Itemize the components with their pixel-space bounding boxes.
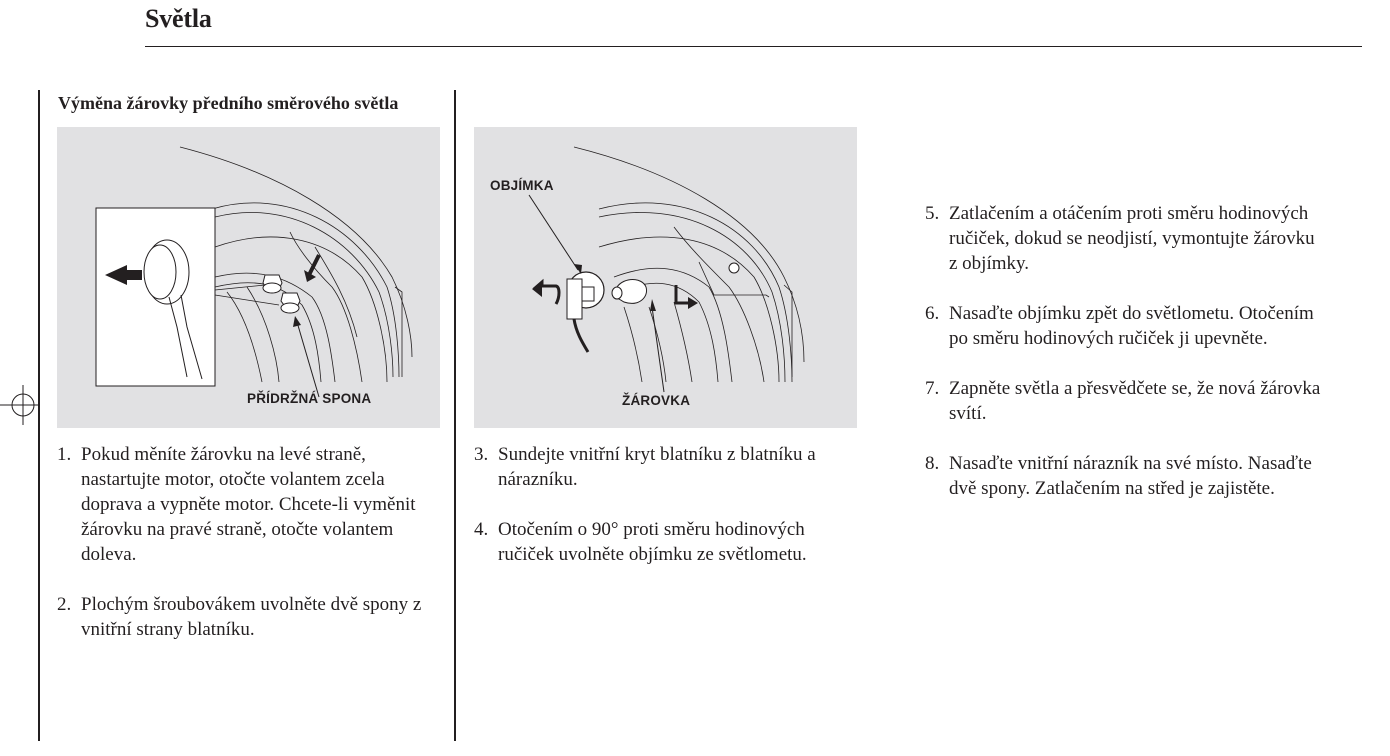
callout-socket: OBJÍMKA: [490, 178, 554, 193]
column-divider: [454, 90, 456, 741]
steps-list-column-3: [925, 201, 1325, 526]
step-item: [925, 301, 1325, 351]
step-text: Pokud měníte žárovku na levé straně, nastartujte motor, otočte volantem zcela doprava a vypněte motor. Chcete-li vyměnit žárovku na pravé straně, otočte volantem doleva.: [81, 444, 416, 565]
step-item: [57, 442, 437, 567]
step-number: 2.: [57, 594, 72, 615]
callout-retaining-clip: PŘÍDRŽNÁ SPONA: [247, 391, 372, 406]
step-number: 6.: [925, 303, 940, 324]
step-item: [925, 451, 1325, 501]
step-number: 1.: [57, 444, 72, 465]
page-title: Světla: [145, 4, 212, 33]
step-number: 3.: [474, 444, 489, 465]
step-number: 4.: [474, 519, 489, 540]
step-item: [925, 376, 1325, 426]
step-number: 5.: [925, 203, 940, 224]
step-text: Sundejte vnitřní kryt blatníku z blatníku a nárazníku.: [498, 444, 816, 490]
fender-illustration: [57, 127, 440, 428]
step-text: Zapněte světla a přesvědčete se, že nová žárovka svítí.: [949, 378, 1321, 424]
step-item: [925, 201, 1325, 276]
steps-list-column-1: [57, 442, 437, 667]
steps-list-column-2: [474, 442, 864, 592]
step-number: 8.: [925, 453, 940, 474]
step-item: [57, 592, 437, 642]
figure-socket-bulb: [474, 127, 857, 428]
step-text: Zatlačením a otáčením proti směru hodinových ručiček, dokud se neodjistí, vymontujte žárovku z objímky.: [949, 203, 1315, 274]
step-text: Otočením o 90° proti směru hodinových ručiček uvolněte objímku ze světlometu.: [498, 519, 807, 565]
step-text: Plochým šroubovákem uvolněte dvě spony z vnitřní strany blatníku.: [81, 594, 422, 640]
figure-retaining-clip: [57, 127, 440, 428]
registration-mark-icon: [0, 380, 40, 430]
step-item: [474, 517, 864, 567]
section-heading: Výměna žárovky předního směrového světla: [58, 93, 399, 113]
step-item: [474, 442, 864, 492]
step-number: 7.: [925, 378, 940, 399]
headlight-illustration: [474, 127, 857, 428]
title-rule: [145, 46, 1362, 47]
callout-bulb: ŽÁROVKA: [622, 393, 691, 408]
step-text: Nasaďte vnitřní nárazník na své místo. Nasaďte dvě spony. Zatlačením na střed je zajistěte.: [949, 453, 1312, 499]
step-text: Nasaďte objímku zpět do světlometu. Otočením po směru hodinových ručiček ji upevněte.: [949, 303, 1314, 349]
